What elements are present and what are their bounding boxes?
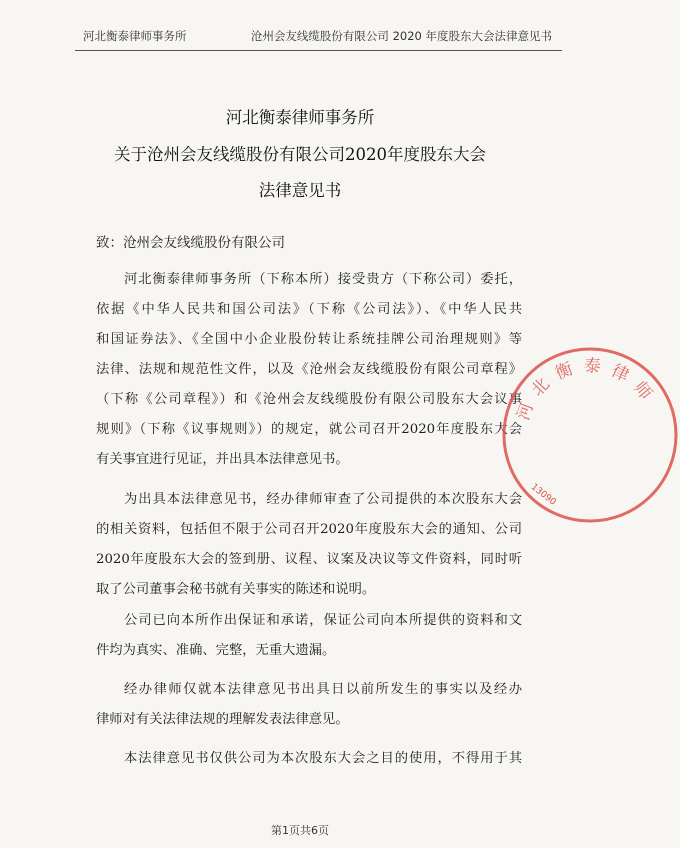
body-line: 经办律师仅就本法律意见书出具日以前所发生的事实以及经办 <box>124 682 522 697</box>
running-header <box>75 28 562 44</box>
title-line-2: 关于沧州会友线缆股份有限公司2020年度股东大会 <box>114 145 486 164</box>
body-line: 河北衡泰律师事务所（下称本所）接受贵方（下称公司）委托， <box>124 272 522 287</box>
body-line: 有关事宜进行见证，并出具本法律意见书。 <box>96 452 349 467</box>
body-line: 的相关资料，包括但不限于公司召开2020年度股东大会的通知、公司 <box>96 522 522 537</box>
seal-character: 律 <box>607 360 633 387</box>
body-line: （下称《公司章程》）和《沧州会友线缆股份有限公司股东大会议事 <box>96 392 522 407</box>
seal-code: 13090 <box>528 482 558 508</box>
seal-character: 师 <box>629 378 656 404</box>
seal-character: 衡 <box>552 359 576 384</box>
header-document-name: 沧州会友线缆股份有限公司 2020 年度股东大会法律意见书 <box>250 29 552 43</box>
header-firm-name: 河北衡泰律师事务所 <box>83 29 187 43</box>
body-line: 为出具本法律意见书，经办律师审查了公司提供的本次股东大会 <box>124 492 522 507</box>
body-line: 件均为真实、准确、完整，无重大遗漏。 <box>96 643 336 658</box>
addressee: 致：沧州会友线缆股份有限公司 <box>96 235 285 251</box>
body-line: 法律、法规和规范性文件，以及《沧州会友线缆股份有限公司章程》 <box>96 362 522 377</box>
seal-character: 北 <box>527 374 554 401</box>
seal-character: 河 <box>513 400 538 423</box>
title-line-3: 法律意见书 <box>258 181 342 200</box>
body-line: 公司已向本所作出保证和承诺，保证公司向本所提供的资料和文 <box>124 613 522 628</box>
page-number: 第1页共6页 <box>271 824 329 837</box>
body-line: 规则》（下称《议事规则》）的规定，就公司召开2020年度股东大会 <box>96 422 522 437</box>
body-line: 和国证券法》、《全国中小企业股份转让系统挂牌公司治理规则》等 <box>96 332 522 347</box>
seal-character: 泰 <box>583 356 602 377</box>
body-line: 2020年度股东大会的签到册、议程、议案及决议等文件资料，同时听 <box>96 552 522 567</box>
header-divider <box>75 50 562 51</box>
title-line-1: 河北衡泰律师事务所 <box>225 108 375 127</box>
body-line: 本法律意见书仅供公司为本次股东大会之目的使用，不得用于其 <box>124 751 522 766</box>
body-line: 依据《中华人民共和国公司法》（下称《公司法》）、《中华人民共 <box>96 302 522 317</box>
body-line: 律师对有关法律法规的理解发表法律意见。 <box>96 712 349 727</box>
law-firm-seal-stamp <box>500 345 680 525</box>
body-line: 取了公司董事会秘书就有关事实的陈述和说明。 <box>96 582 376 597</box>
